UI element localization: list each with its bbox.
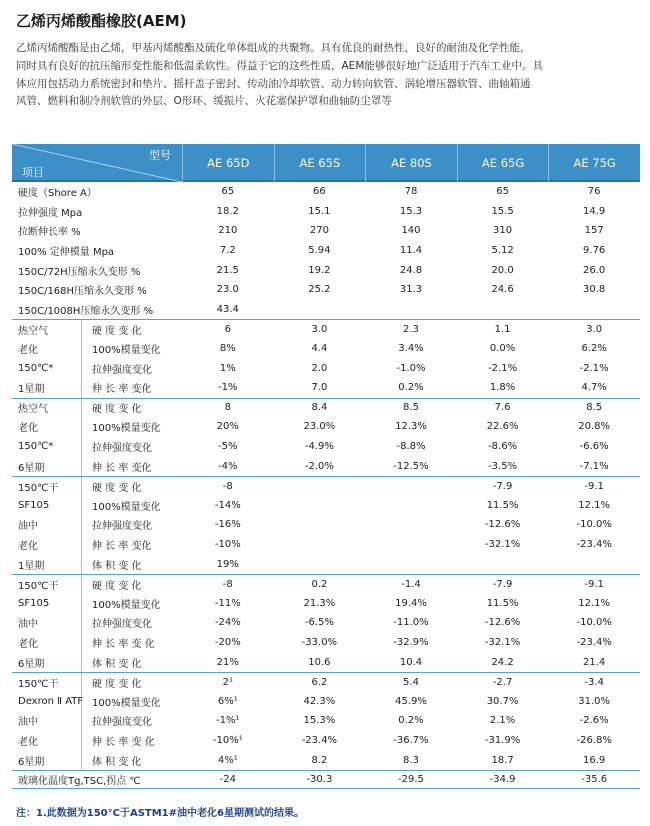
table-row <box>12 652 640 672</box>
table-cell: 8.5 <box>586 402 603 414</box>
table-cell: 6.2% <box>581 343 607 355</box>
table-cell: -9.1 <box>584 480 604 492</box>
table-row <box>12 202 640 222</box>
table-cell: 78 <box>404 186 418 198</box>
table-cell: 8.3 <box>403 754 419 766</box>
table-cell: 6.2 <box>311 676 328 688</box>
table-row <box>12 398 640 418</box>
table-cell: -3.4 <box>584 676 604 688</box>
table-cell: -10%¹ <box>212 734 243 746</box>
table-cell: 22.6% <box>486 421 519 433</box>
table-row <box>12 593 640 613</box>
property-label: 拉伸强度 Mpa <box>18 207 83 219</box>
table-cell: -31.9% <box>484 734 521 746</box>
table-cell: -8 <box>222 480 233 492</box>
table-cell: 14.9 <box>583 205 606 217</box>
condition-label: 150℃* <box>12 358 82 378</box>
table-row <box>12 437 640 457</box>
table-cell: 8.2 <box>311 754 328 766</box>
property-label: 硬 度 变 化 <box>92 404 142 416</box>
table-cell: -24 <box>219 774 236 786</box>
table-cell: 23.0 <box>216 284 239 296</box>
property-label: 100%模量变化 <box>92 599 161 611</box>
property-label: 拉伸强度变化 <box>92 717 152 729</box>
condition-label: 150℃干 <box>12 477 82 496</box>
condition-label: 热空气 <box>12 399 82 418</box>
table-cell: 7.0 <box>311 382 328 394</box>
table-cell: -2.1% <box>579 362 609 374</box>
property-label: 硬 度 变 化 <box>92 482 142 494</box>
table-row <box>12 672 640 692</box>
table-cell: 18.2 <box>216 205 239 217</box>
table-cell: 19.4% <box>395 597 427 609</box>
table-cell: -24% <box>214 617 241 629</box>
table-cell: 5.12 <box>491 245 514 257</box>
table-cell: -8.6% <box>488 441 518 453</box>
table-cell: 4%¹ <box>217 754 238 766</box>
table-cell: 8% <box>219 343 236 355</box>
table-row <box>12 260 640 280</box>
table-cell: -7.9 <box>492 578 513 590</box>
table-header <box>12 144 640 182</box>
table-cell: 25.2 <box>308 284 331 296</box>
table-cell: 11.5% <box>486 597 519 609</box>
condition-label: 热空气 <box>12 320 82 339</box>
table-row <box>12 378 640 398</box>
table-cell: 310 <box>493 225 513 237</box>
table-cell: 20.8% <box>578 421 611 433</box>
table-cell: -10.0% <box>576 617 612 629</box>
condition-label: 油中 <box>12 613 82 633</box>
table-cell: 21.3% <box>303 597 336 609</box>
table-cell: -8.8% <box>396 441 426 453</box>
table-row <box>12 711 640 731</box>
table-cell: -23.4% <box>576 538 612 550</box>
condition-label: 6星期 <box>12 750 82 770</box>
table-cell: -12.6% <box>484 519 521 531</box>
table-cell: -9.1 <box>584 578 604 590</box>
table-cell: 6%¹ <box>217 695 238 707</box>
table-cell: 43.4 <box>216 303 239 315</box>
table-cell: -32.9% <box>393 636 429 648</box>
condition-label: 老化 <box>12 535 82 555</box>
table-cell: 26.0 <box>583 264 606 276</box>
property-label: 100%模量变化 <box>92 697 161 709</box>
table-cell: -14% <box>214 499 241 511</box>
table-cell: 4.4 <box>311 343 328 355</box>
table-row <box>12 691 640 711</box>
condition-label: 6星期 <box>12 456 82 476</box>
table-cell: -10% <box>214 538 241 550</box>
property-label: 玻璃化温度Tg,TSC,拐点 ℃ <box>18 776 141 788</box>
condition-label: 油中 <box>12 711 82 731</box>
condition-label: 老化 <box>12 339 82 359</box>
condition-label: 老化 <box>12 633 82 653</box>
table-cell: 11.5% <box>486 499 519 511</box>
table-row <box>12 280 640 300</box>
table-cell: 3.0 <box>311 323 328 335</box>
property-label: 伸 长 率 变化 <box>92 540 152 552</box>
condition-label: 150℃干 <box>12 673 82 692</box>
table-cell: -2.0% <box>304 460 334 472</box>
table-cell: 8.4 <box>311 402 328 414</box>
table-row <box>12 554 640 574</box>
column-header: AE 65G <box>457 144 549 182</box>
table-cell: -4.9% <box>304 441 334 453</box>
intro-line: 同时具有良好的抗压缩形变性能和低温柔软性。得益于它的这些性质，AEM能够很好地广泛适用于汽车工业中。具 <box>16 59 543 72</box>
property-label: 硬 度 变 化 <box>92 325 142 337</box>
table-cell: 157 <box>584 225 604 237</box>
table-row <box>12 417 640 437</box>
column-header: AE 75G <box>548 144 640 182</box>
table-cell: -11.0% <box>393 617 429 629</box>
table-row <box>12 535 640 555</box>
footnote: 注：1.此数据为150°C于ASTM1#油中老化6星期测试的结果。 <box>16 808 304 819</box>
table-cell: 23.0% <box>303 421 336 433</box>
intro-line: 乙烯丙烯酸酯是由乙烯，甲基丙烯酸酯及硫化单体组成的共聚物。具有优良的耐热性，良好的耐油及化学性能， <box>16 42 531 54</box>
table-cell: -32.1% <box>484 636 521 648</box>
table-cell: 10.4 <box>399 656 423 668</box>
table-cell: 76 <box>587 186 601 198</box>
property-label: 硬度（Shore A） <box>18 188 97 200</box>
table-cell: 8 <box>224 402 231 414</box>
table-cell: 15.3 <box>399 205 423 217</box>
table-cell: 270 <box>309 225 329 237</box>
table-row <box>12 241 640 261</box>
table-cell: 24.2 <box>491 656 514 668</box>
table-cell: -5% <box>218 441 238 453</box>
table-cell: 1% <box>219 362 236 374</box>
table-cell: 1.1 <box>494 323 511 335</box>
property-label: 拉伸强度变化 <box>92 364 152 376</box>
table-cell: 140 <box>401 225 421 237</box>
table-row <box>12 633 640 653</box>
condition-label: SF105 <box>12 593 82 613</box>
property-label: 100% 定伸模量 Mpa <box>18 247 115 259</box>
property-label: 100%模量变化 <box>92 423 161 435</box>
property-label: 伸 长 率 变 化 <box>92 736 155 748</box>
condition-label: 1星期 <box>12 378 82 398</box>
property-label: 体 积 变 化 <box>92 658 142 670</box>
table-row <box>12 574 640 594</box>
property-label: 伸 长 率 变 化 <box>92 638 155 650</box>
table-cell: 12.1% <box>578 499 611 511</box>
table-cell: 12.3% <box>395 421 427 433</box>
table-cell: -16% <box>214 519 241 531</box>
table-cell: 6 <box>224 323 231 335</box>
table-cell: 21.4 <box>583 656 606 668</box>
property-label: 拉断伸长率 % <box>18 227 81 239</box>
property-label: 100%模量变化 <box>92 345 161 357</box>
table-cell: -1.4 <box>401 578 421 590</box>
column-header: AE 80S <box>365 144 457 182</box>
table-cell: 65 <box>496 186 509 198</box>
table-cell: 30.7% <box>486 695 519 707</box>
table-cell: -12.5% <box>393 460 429 472</box>
table-cell: -7.1% <box>579 460 609 472</box>
property-label: 拉伸强度变化 <box>92 619 152 631</box>
property-label: 150C/72H压缩永久变形 % <box>18 266 141 278</box>
table-cell: 19.2 <box>308 264 331 276</box>
condition-label: 油中 <box>12 515 82 535</box>
condition-label: 150℃干 <box>12 575 82 594</box>
page-title: 乙烯丙烯酸酯橡胶(AEM) <box>16 12 187 30</box>
table-cell: 0.2 <box>311 578 328 590</box>
property-label: 体 积 变 化 <box>92 756 142 768</box>
table-cell: 45.9% <box>395 695 427 707</box>
table-row <box>12 613 640 633</box>
condition-label: 150℃* <box>12 437 82 457</box>
table-cell: 5.4 <box>403 676 419 688</box>
table-cell: 2.1% <box>489 715 516 727</box>
table-cell: 24.8 <box>399 264 423 276</box>
table-cell: -29.5 <box>398 774 424 786</box>
header-item-label: 项目 <box>22 166 44 179</box>
table-cell: 3.0 <box>586 323 603 335</box>
intro-line: 体应用包括动力系统密封和垫片、摇杆盖子密封、传动油冷却软管、动力转向软管、涡轮增压器软管、曲轴箱通 <box>16 77 531 90</box>
property-label: 100%模量变化 <box>92 501 161 513</box>
table-cell: 10.6 <box>308 656 331 668</box>
table-cell: 24.6 <box>491 284 514 296</box>
table-cell: -1%¹ <box>216 715 240 727</box>
table-row <box>12 770 640 790</box>
table-row <box>12 515 640 535</box>
table-cell: -8 <box>222 578 233 590</box>
table-row <box>12 182 640 202</box>
table-cell: 42.3% <box>303 695 336 707</box>
header-columns <box>182 144 640 182</box>
table-cell: -32.1% <box>484 538 521 550</box>
condition-label: 老化 <box>12 731 82 751</box>
table-cell: 15.5 <box>491 205 514 217</box>
table-cell: 19% <box>216 558 239 570</box>
table-cell: 31.3 <box>399 284 423 296</box>
table-cell: -4% <box>218 460 238 472</box>
condition-label: 6星期 <box>12 652 82 672</box>
property-label: 硬 度 变 化 <box>92 580 142 592</box>
table-cell: 7.2 <box>219 245 236 257</box>
table-cell: -6.6% <box>579 441 609 453</box>
table-cell: -23.4% <box>301 734 338 746</box>
table-row <box>12 339 640 359</box>
table-cell: -20% <box>214 636 241 648</box>
table-body <box>12 182 640 789</box>
table-cell: 15.3% <box>303 715 336 727</box>
table-row <box>12 358 640 378</box>
table-cell: 5.94 <box>308 245 331 257</box>
table-row <box>12 496 640 516</box>
table-cell: 11.4 <box>399 245 423 257</box>
table-cell: -11% <box>214 597 241 609</box>
table-row <box>12 300 640 320</box>
table-cell: -1.0% <box>396 362 426 374</box>
table-cell: -2.7 <box>492 676 513 688</box>
table-cell: 15.1 <box>308 205 331 217</box>
table-row <box>12 731 640 751</box>
table-cell: 9.76 <box>583 245 606 257</box>
table-cell: -34.9 <box>489 774 516 786</box>
table-cell: -7.9 <box>492 480 513 492</box>
property-label: 硬 度 变 化 <box>92 678 142 690</box>
table-cell: -23.4% <box>576 636 612 648</box>
table-cell: 7.6 <box>494 402 511 414</box>
table-cell: 1.8% <box>489 382 516 394</box>
table-cell: 2.0 <box>311 362 328 374</box>
property-label: 体 积 变 化 <box>92 560 142 572</box>
table-cell: 2¹ <box>222 676 233 688</box>
table-cell: -2.6% <box>579 715 609 727</box>
table-cell: 210 <box>218 225 238 237</box>
intro-line: 风管、燃料和制冷剂软管的外层、O形环、缓振片、火花塞保护罩和曲轴防尘罩等 <box>16 95 392 108</box>
table-cell: 4.7% <box>581 382 607 394</box>
table-cell: -3.5% <box>488 460 518 472</box>
table-cell: -10.0% <box>576 519 612 531</box>
table-cell: 65 <box>221 186 235 198</box>
column-header: AE 65D <box>182 144 274 182</box>
header-model-label: 型号 <box>149 149 171 162</box>
table-cell: 20% <box>216 421 239 433</box>
table-cell: 0.2% <box>398 382 424 394</box>
table-cell: 66 <box>313 186 326 198</box>
table-row <box>12 456 640 476</box>
table-cell: 12.1% <box>578 597 611 609</box>
table-cell: 21.5 <box>216 264 239 276</box>
table-cell: -6.5% <box>304 617 334 629</box>
table-cell: 30.8 <box>583 284 606 296</box>
table-cell: 16.9 <box>583 754 606 766</box>
table-cell: -36.7% <box>393 734 429 746</box>
table-cell: -12.6% <box>484 617 521 629</box>
table-cell: -33.0% <box>301 636 338 648</box>
table-cell: 31.0% <box>578 695 611 707</box>
table-cell: -1% <box>218 382 238 394</box>
table-cell: 0.0% <box>489 343 516 355</box>
table-cell: 21% <box>216 656 239 668</box>
property-label: 150C/1008H压缩永久变形 % <box>18 305 154 317</box>
table-row <box>12 319 640 339</box>
property-label: 伸 长 率 变化 <box>92 462 152 474</box>
table-row <box>12 476 640 496</box>
table-cell: -26.8% <box>576 734 612 746</box>
property-label: 伸 长 率 变化 <box>92 384 152 396</box>
column-header: AE 65S <box>274 144 366 182</box>
table-cell: 8.5 <box>403 402 419 414</box>
table-cell: -30.3 <box>306 774 333 786</box>
table-cell: 0.2% <box>398 715 424 727</box>
table-cell: 20.0 <box>491 264 514 276</box>
condition-label: 老化 <box>12 417 82 437</box>
condition-label: 1星期 <box>12 554 82 574</box>
condition-label: Dexron Ⅱ ATF <box>12 691 82 711</box>
property-label: 150C/168H压缩永久变形 % <box>18 286 147 298</box>
table-cell: 2.3 <box>403 323 419 335</box>
table-cell: 3.4% <box>398 343 424 355</box>
properties-table <box>12 144 640 789</box>
table-cell: -35.6 <box>581 774 608 786</box>
table-row <box>12 221 640 241</box>
table-cell: -2.1% <box>488 362 518 374</box>
property-label: 拉伸强度变化 <box>92 521 152 533</box>
table-cell: 18.7 <box>491 754 514 766</box>
property-label: 拉伸强度变化 <box>92 443 152 455</box>
condition-label: SF105 <box>12 496 82 516</box>
intro-paragraph <box>16 40 636 111</box>
table-row <box>12 750 640 770</box>
